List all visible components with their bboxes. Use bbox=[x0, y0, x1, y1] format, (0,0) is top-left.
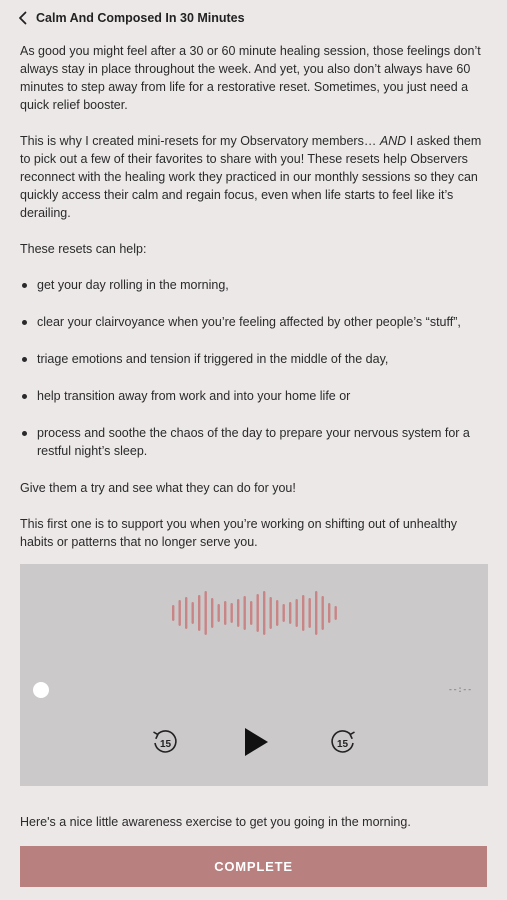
benefits-list bbox=[20, 276, 488, 460]
progress-scrubber[interactable] bbox=[33, 682, 49, 698]
try-them-paragraph: Give them a try and see what they can do for you! bbox=[20, 481, 296, 495]
back-button[interactable] bbox=[14, 8, 32, 28]
list-item-text: get your day rolling in the morning, bbox=[37, 278, 229, 292]
waveform-bar bbox=[309, 598, 311, 628]
waveform-bar bbox=[179, 600, 181, 626]
complete-button[interactable]: COMPLETE bbox=[20, 846, 487, 887]
waveform-bar bbox=[335, 606, 337, 620]
play-icon bbox=[238, 725, 272, 759]
rewind-15-icon bbox=[150, 727, 180, 757]
list-item-text: clear your clairvoyance when you’re feeling affected by other people’s “stuff”, bbox=[37, 315, 461, 329]
list-item bbox=[20, 350, 488, 368]
page-title: Calm And Composed In 30 Minutes bbox=[36, 11, 245, 25]
waveform-bar bbox=[302, 595, 304, 631]
waveform-bar bbox=[276, 600, 278, 626]
forward-seconds: 15 bbox=[336, 739, 349, 750]
audio-player bbox=[20, 564, 488, 786]
first-reset-paragraph: This first one is to support you when you’re working on shifting out of unhealthy habits or patterns that no longer serve you. bbox=[20, 517, 458, 549]
waveform-bar bbox=[231, 603, 233, 623]
list-item bbox=[20, 313, 488, 331]
rewind-seconds: 15 bbox=[159, 739, 172, 750]
rewind-button[interactable] bbox=[150, 727, 180, 757]
list-item bbox=[20, 276, 488, 294]
bullet-dot bbox=[22, 357, 27, 362]
chevron-left-icon bbox=[18, 11, 28, 25]
waveform-bar bbox=[270, 597, 272, 629]
waveform-bar bbox=[263, 591, 265, 635]
waveform-bar bbox=[328, 603, 330, 623]
mini-resets-text-2: I asked them to pick out a few of their favorites to share with you! These resets help Observers reconnect with the healing work they practiced in our monthly sessions so they can quickly access their calm and regain focus, even when life starts to feel like it’s derailing. bbox=[20, 134, 482, 220]
waveform-bar bbox=[198, 595, 200, 631]
forward-15-icon bbox=[328, 727, 358, 757]
waveform-bar bbox=[244, 596, 246, 630]
list-item bbox=[20, 424, 488, 460]
mini-resets-text-1: This is why I created mini-resets for my Observatory members… bbox=[20, 134, 380, 148]
waveform-icon bbox=[20, 564, 488, 664]
top-bar bbox=[0, 0, 507, 38]
play-button[interactable] bbox=[238, 725, 272, 759]
waveform-bar bbox=[185, 597, 187, 629]
exercise-description: Here's a nice little awareness exercise to get you going in the morning. bbox=[20, 815, 411, 829]
waveform-bar bbox=[218, 604, 220, 622]
waveform-bar bbox=[205, 591, 207, 635]
intro-paragraph: As good you might feel after a 30 or 60 minute healing session, those feelings don’t always stay in place throughout the week. And yet, you also don’t always have 60 minutes to step away from life for a restorative reset. Sometimes, you just need a quick relief booster. bbox=[20, 44, 481, 112]
waveform-bar bbox=[172, 605, 174, 621]
waveform-bar bbox=[224, 601, 226, 625]
waveform-bar bbox=[289, 602, 291, 624]
bullet-dot bbox=[22, 283, 27, 288]
list-item bbox=[20, 387, 488, 405]
bullet-dot bbox=[22, 431, 27, 436]
list-item-text: process and soothe the chaos of the day to prepare your nervous system for a restful night’s sleep. bbox=[37, 426, 470, 458]
waveform-bar bbox=[192, 602, 194, 624]
resets-help-heading: These resets can help: bbox=[20, 242, 147, 256]
mini-resets-paragraph bbox=[20, 132, 488, 222]
forward-button[interactable] bbox=[328, 727, 358, 757]
list-item-text: help transition away from work and into your home life or bbox=[37, 389, 351, 403]
waveform-bar bbox=[296, 599, 298, 627]
waveform-bar bbox=[257, 594, 259, 632]
waveform-bar bbox=[315, 591, 317, 635]
bullet-dot bbox=[22, 320, 27, 325]
emphasis-and: AND bbox=[379, 134, 407, 148]
waveform-bar bbox=[322, 596, 324, 630]
waveform-bar bbox=[211, 598, 213, 628]
list-item-text: triage emotions and tension if triggered in the middle of the day, bbox=[37, 352, 389, 366]
waveform-bar bbox=[237, 599, 239, 627]
bullet-dot bbox=[22, 394, 27, 399]
waveform-bar bbox=[250, 601, 252, 625]
lesson-body bbox=[20, 42, 488, 569]
waveform-bar bbox=[283, 604, 285, 622]
time-remaining: --:-- bbox=[447, 686, 472, 695]
